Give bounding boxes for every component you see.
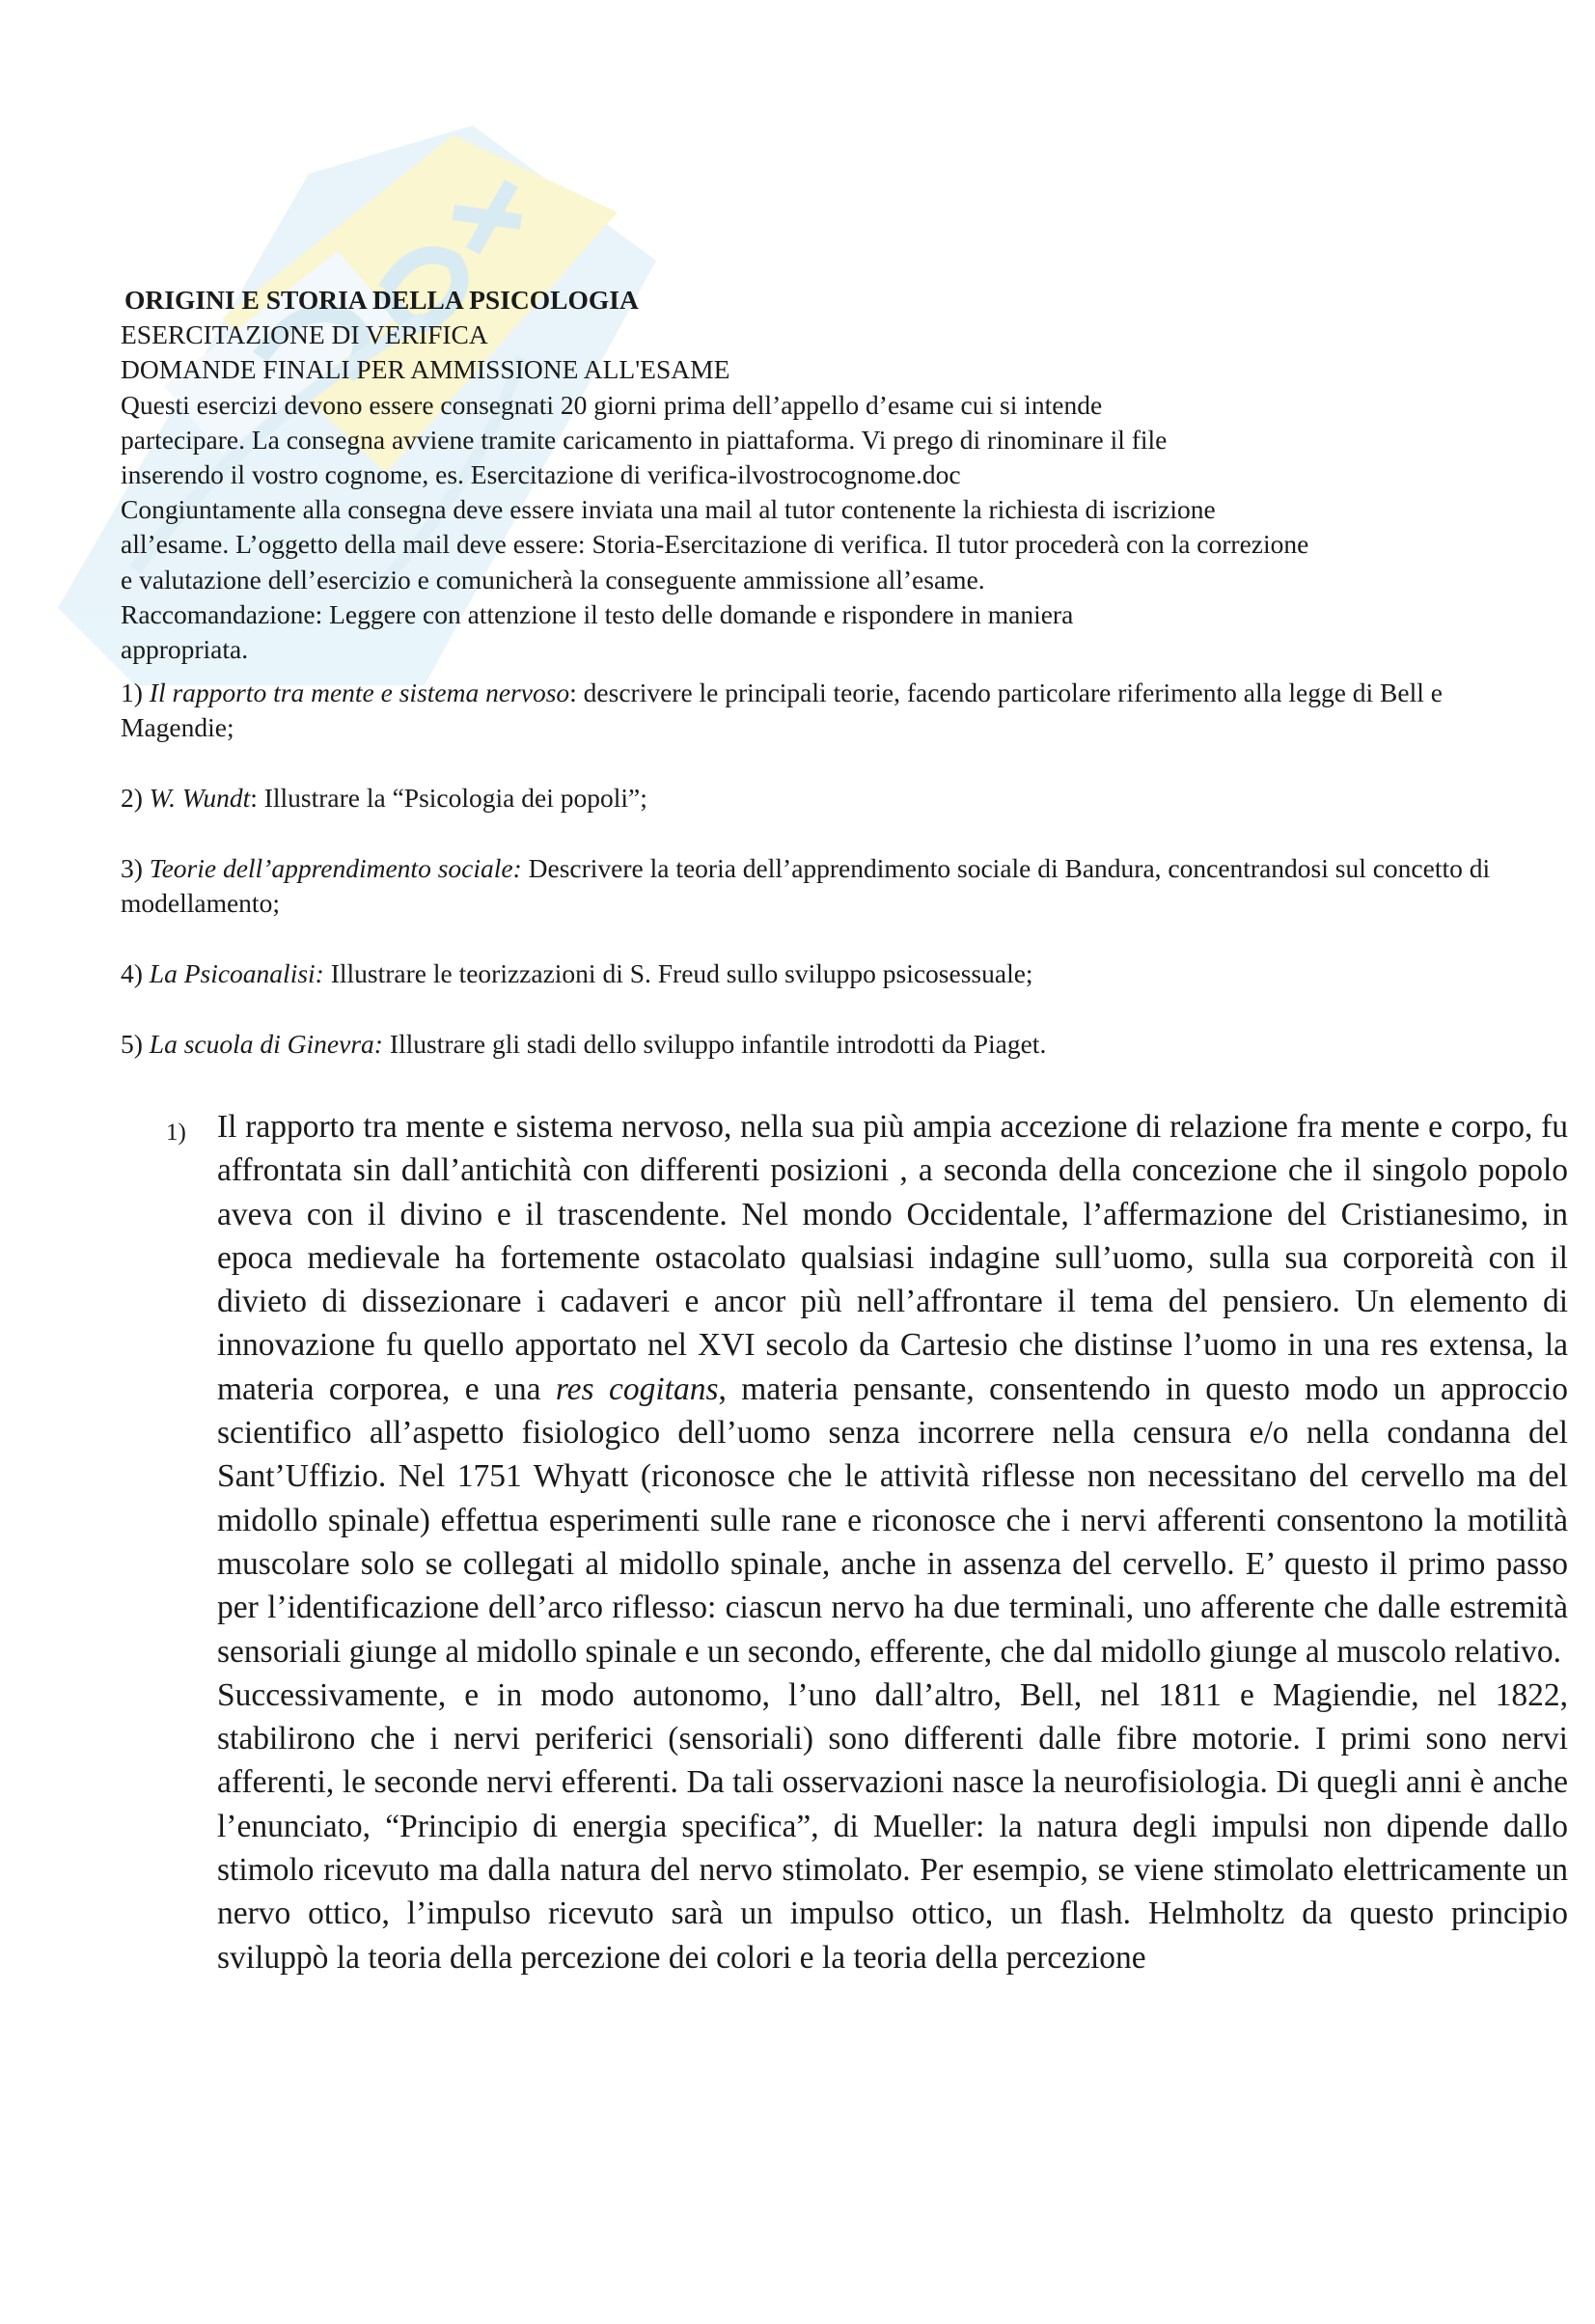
instruction-line: partecipare. La consegna avviene tramite caricamento in piattaforma. Vi prego di rinominare il file [121,424,1168,455]
instruction-line: appropriata. [121,634,249,665]
answer-paragraph: Successivamente, e in modo autonomo, l’uno dall’altro, Bell, nel 1811 e Magiendie, nel 1822, stabilirono che i nervi periferici (sensoriali) sono differenti dalle fibre motorie. I primi sono nervi afferenti, le seconde nervi efferenti. Da tali osservazioni nasce la neurofisiologia. Di quegli anni è anche l’enunciato, “Principio di energia specifica”, di Mueller: la natura degli impulsi non dipende dallo stimolo ricevuto ma dalla natura del nervo stimolato. Per esempio, se viene stimolato elettricamente un nervo ottico, l’impulso ricevuto sarà un impulso ottico, un flash. Helmholtz da questo principio sviluppò la teoria della percezione dei colori e la teoria della percezione [217,1676,1568,1976]
question-topic: La scuola di Ginevra: [149,1029,383,1059]
document-title: ORIGINI E STORIA DELLA PSICOLOGIA [124,285,639,315]
instruction-line: Raccomandazione: Leggere con attenzione il testo delle domande e rispondere in maniera [121,598,1074,629]
question-topic: La Psicoanalisi: [149,958,324,988]
instruction-line: e valutazione dell’esercizio e comunicherà la conseguente ammissione all’esame. [121,564,985,595]
question-topic: Il rapporto tra mente e sistema nervoso [149,678,570,707]
question-topic: W. Wundt [149,783,251,813]
instruction-line: all’esame. L’oggetto della mail deve essere: Storia-Esercitazione di verifica. Il tutor procederà con la correzione [121,529,1309,560]
question-topic: Teorie dell’apprendimento sociale: [149,853,522,883]
instruction-line: inserendo il vostro cognome, es. Esercitazione di verifica-ilvostrocognome.doc [121,459,961,490]
question-item: 5) La scuola di Ginevra: Illustrare gli stadi dello sviluppo infantile introdotti da Piaget. [121,1029,1047,1059]
answer-number: 1) [166,1120,186,1146]
question-item: 1) Il rapporto tra mente e sistema nervoso: descrivere le principali teorie, facendo particolare riferimento alla legge di Bell e Magendie; [121,678,1443,742]
answer-paragraph: Il rapporto tra mente e sistema nervoso, nella sua più ampia accezione di relazione fra mente e corpo, fu affrontata sin dall’antichità con differenti posizioni , a seconda della concezione che il singolo popolo aveva con il divino e il trascendente. Nel mondo Occidentale, l’affermazione del Cristianesimo, in epoca medievale ha fortemente ostacolato qualsiasi indagine sull’uomo, sulla sua corporeità con il divieto di dissezionare i cadaveri e ancor più nell’affrontare il tema del pensiero. Un elemento di innovazione fu quello apportato nel XVI secolo da Cartesio che distinse l’uomo in una res extensa, la materia corporea, e una res cogitans, materia pensante, consentendo in questo modo un approccio scientifico all’aspetto fisiologico dell’uomo senza incorrere nella censura e/o nella condanna del Sant’Uffizio. Nel 1751 Whyatt (riconosce che le attività riflesse non necessitano del cervello ma del midollo spinale) effettua esperimenti sulle rane e riconosce che i nervi afferenti consentono la motilità muscolare solo se collegati al midollo spinale, anche in assenza del cervello. E’ questo il primo passo per l’identificazione dell’arco riflesso: ciascun nervo ha due terminali, uno afferente che dalle estremità sensoriali giunge al midollo spinale e un secondo, efferente, che dal midollo giunge al muscolo relativo. [217,1109,1569,1670]
question-list [121,676,1510,1097]
instruction-line: Congiuntamente alla consegna deve essere inviata una mail al tutor contenente la richiesta di iscrizione [121,494,1216,525]
instruction-line: Questi esercizi devono essere consegnati 20 giorni prima dell’appello d’esame cui si intende [121,389,1103,420]
question-item: 3) Teorie dell’apprendimento sociale: Descrivere la teoria dell’apprendimento sociale di Bandura, concentrandosi sul concetto di modellamento; [121,853,1491,918]
document-subtitle: ESERCITAZIONE DI VERIFICA [121,319,488,350]
question-item: 4) La Psicoanalisi: Illustrare le teorizzazioni di S. Freud sullo sviluppo psicosessuale; [121,958,1033,988]
document-subtitle: DOMANDE FINALI PER AMMISSIONE ALL'ESAME [121,354,730,385]
answer-body [217,1105,1568,1979]
question-item: 2) W. Wundt: Illustrare la “Psicologia dei popoli”; [121,783,647,813]
document-header [121,283,1510,667]
